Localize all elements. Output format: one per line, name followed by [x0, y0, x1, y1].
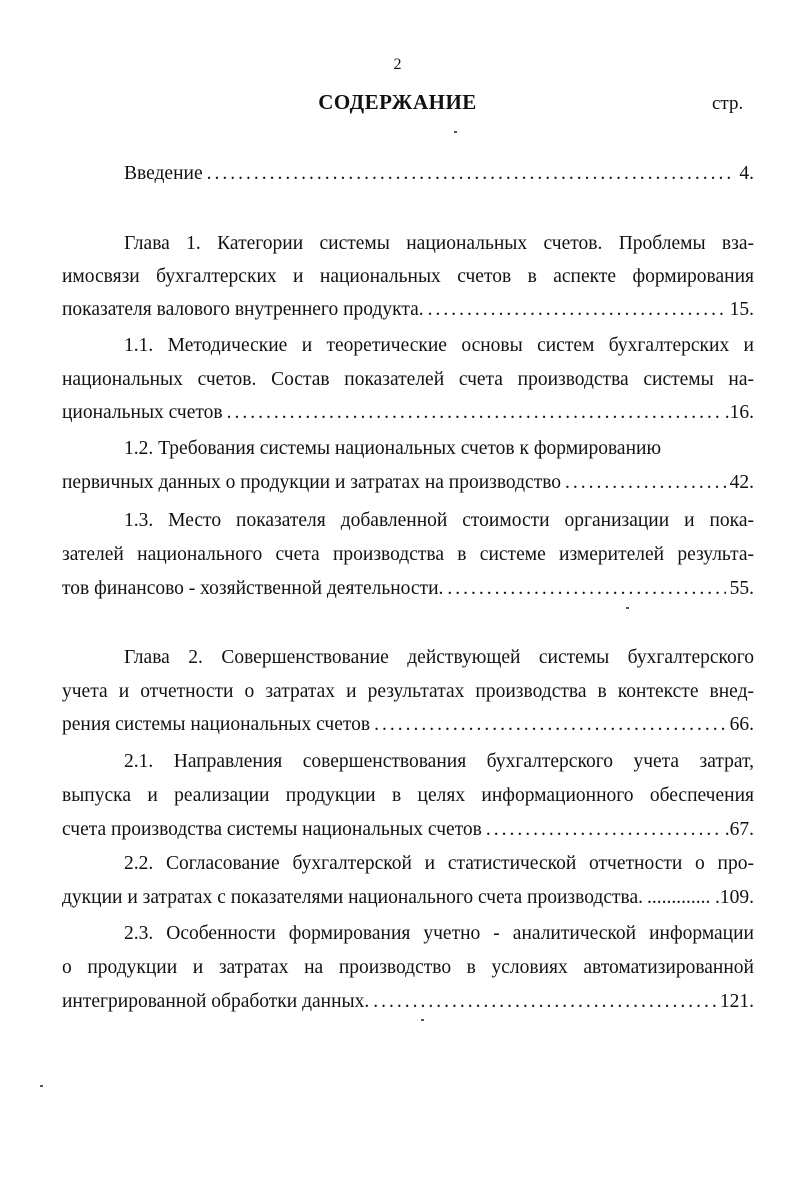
section-2-2-line2	[62, 886, 754, 910]
toc-entry-text: циональных счетов	[62, 402, 223, 423]
scan-speck	[454, 131, 457, 133]
toc-entry-text: счета производства системы национальных счетов	[62, 819, 482, 840]
leader-dots	[486, 818, 721, 842]
toc-page-number: 66.	[729, 714, 754, 735]
leader-dots	[373, 990, 716, 1014]
section-2-1-line3	[62, 818, 754, 842]
toc-page-number: .109.	[715, 887, 754, 908]
section-2-3-line2: о продукции и затратах на производство в условиях автоматизированной	[62, 957, 754, 978]
toc-entry-text: рения системы национальных счетов	[62, 714, 371, 735]
section-2-1-line2: выпуска и реализации продукции в целях информационного обеспечения	[62, 785, 754, 806]
toc-entry-text: показателя валового внутреннего продукта.	[62, 299, 424, 320]
scan-speck	[421, 1019, 424, 1021]
section-1-2-line1: 1.2. Требования системы национальных счетов к формированию	[124, 438, 662, 459]
section-2-1-line1: 2.1. Направления совершенствования бухгалтерского учета затрат,	[124, 751, 754, 772]
toc-page-number: 121.	[719, 991, 754, 1012]
toc-entry-text: Введение	[124, 163, 203, 184]
leader-dots	[647, 886, 711, 910]
toc-page-number: 55.	[729, 578, 754, 599]
chapter2-line2: учета и отчетности о затратах и результатах производства в контексте внед-	[62, 681, 754, 702]
chapter2-line1: Глава 2. Совершенствование действующей системы бухгалтерского	[124, 647, 754, 668]
section-1-3-line2: зателей национального счета производства в системе измерителей результа-	[62, 544, 754, 565]
toc-page-number: .67.	[724, 819, 754, 840]
leader-dots	[227, 401, 721, 425]
toc-page-number: 4.	[739, 163, 754, 184]
leader-dots	[207, 162, 736, 186]
chapter1-line1: Глава 1. Категории системы национальных счетов. Проблемы вза-	[124, 233, 754, 254]
toc-entry-text: дукции и затратах с показателями национального счета производства.	[62, 887, 643, 908]
section-2-3-line1: 2.3. Особенности формирования учетно - аналитической информации	[124, 923, 754, 944]
leader-dots	[374, 713, 726, 737]
section-2-3-line3	[62, 990, 754, 1014]
toc-entry-text: первичных данных о продукции и затратах на производство	[62, 472, 562, 493]
chapter2-line3	[62, 713, 754, 737]
section-1-1-line2: национальных счетов. Состав показателей счета производства системы на-	[62, 369, 754, 390]
toc-entry-text: интегрированной обработки данных.	[62, 991, 370, 1012]
leader-dots	[428, 298, 726, 322]
scan-speck	[40, 1085, 43, 1087]
toc-page-number: .16.	[724, 402, 754, 423]
chapter1-line2: имосвязи бухгалтерских и национальных счетов в аспекте формирования	[62, 266, 754, 287]
chapter1-line3	[62, 298, 754, 322]
toc-entry-intro	[124, 162, 754, 186]
scan-speck	[626, 607, 629, 609]
section-1-1-line3	[62, 401, 754, 425]
page-number: 2	[393, 56, 402, 73]
toc-page-number: 15.	[729, 299, 754, 320]
pages-column-label: стр.	[712, 93, 744, 114]
toc-page-number: 42.	[729, 472, 754, 493]
section-2-2-line1: 2.2. Согласование бухгалтерской и статистической отчетности о про-	[124, 853, 754, 874]
section-1-3-line1: 1.3. Место показателя добавленной стоимости организации и пока-	[124, 510, 754, 531]
leader-dots	[565, 471, 726, 495]
section-1-2-line2	[62, 471, 754, 495]
section-1-1-line1: 1.1. Методические и теоретические основы систем бухгалтерских и	[124, 335, 754, 356]
leader-dots	[447, 577, 725, 601]
toc-entry-text: тов финансово - хозяйственной деятельности.	[62, 578, 444, 599]
page-title: СОДЕРЖАНИЕ	[318, 90, 477, 114]
section-1-3-line3	[62, 577, 754, 601]
